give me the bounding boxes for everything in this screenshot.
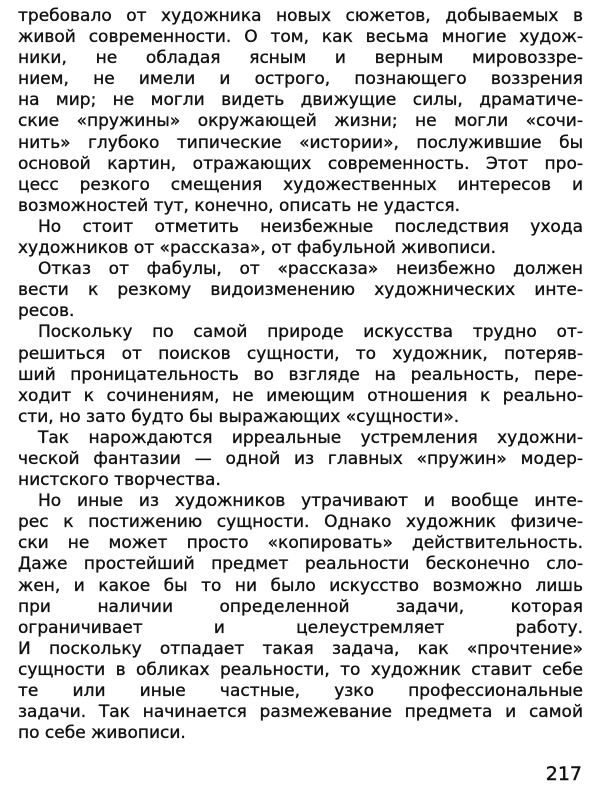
text-line: Так нарождаются ирреальные устремления художни- [38,427,583,448]
text-line: те или иные частные, узко профессиональные [18,681,583,701]
text-line: сущности в обликах реальности, то художник ставит себе [18,659,583,680]
text-line: ски не может просто «копировать» действительность. [18,533,583,554]
text-line: Отказ от фабулы, от «рассказа» неизбежно должен [38,259,583,280]
text-line: решиться от поисков сущности, то художник, потеряв- [18,343,583,364]
text-line: жен, и какое бы то ни было искусство возможно лишь [18,575,583,596]
paragraph [18,6,583,217]
text-line: при наличии определенной задачи, которая [18,596,583,617]
text-line: основой картин, отражающих современность. Этот про- [18,153,583,174]
text-line: Но иные из художников утрачивают и вообще инте- [38,491,583,512]
text-line: Но стоит отметить неизбежные последствия ухода [38,216,583,237]
text-line: И поскольку отпадает такая задача, как «прочтение» [18,638,583,659]
page-number: 217 [545,763,582,785]
text-line: ники, не обладая ясным и верным мировоззре- [18,48,583,69]
text-line: Даже простейший предмет реальности бесконечно сло- [18,554,583,575]
text-line: цесс резкого смещения художественных интересов и [18,174,583,195]
paragraph [18,217,583,259]
text-line: ские «пружины» окружающей жизни; не могли «сочи- [18,111,583,132]
text-line: художников от «рассказа», от фабульной живописи. [18,238,497,259]
paragraph [18,428,583,491]
text-line: на мир; не могли видеть движущие силы, драматиче- [18,90,583,111]
text-line: требовало от художника новых сюжетов, добываемых в [18,6,583,26]
text-line: ресов. [18,301,75,322]
text-line: вести к резкому видоизменению художнических инте- [18,280,583,301]
text-line: по себе живописи. [18,723,186,744]
text-line: сти, но зато будто бы выражающих «сущности». [18,406,460,427]
text-line: ческой фантазии — одной из главных «пружин» модер- [18,448,583,469]
body-text [18,6,583,744]
paragraph [18,259,583,322]
text-line: задачи. Так начинается размежевание предмета и самой [18,702,583,723]
text-line: нием, не имели и острого, познающего воззрения [18,69,583,90]
text-line: нить» глубоко типические «истории», послужившие бы [18,132,583,153]
text-line: Поскольку по самой природе искусства трудно от- [38,322,583,343]
paragraph [18,322,583,427]
text-line: ограничивает и целеустремляет работу. [18,617,583,638]
text-line: ходит к сочинениям, не имеющим отношения к реально- [18,385,583,406]
text-line: рес к постижению сущности. Однако художник физиче- [18,512,583,533]
text-line: ший проницательность во взгляде на реальность, пере- [18,364,583,385]
text-line: возможностей тут, конечно, описать не удастся. [18,195,461,216]
text-line: живой современности. О том, как весьма многие худож- [18,27,583,48]
paragraph [18,491,583,744]
text-line: нистского творчества. [18,470,221,491]
